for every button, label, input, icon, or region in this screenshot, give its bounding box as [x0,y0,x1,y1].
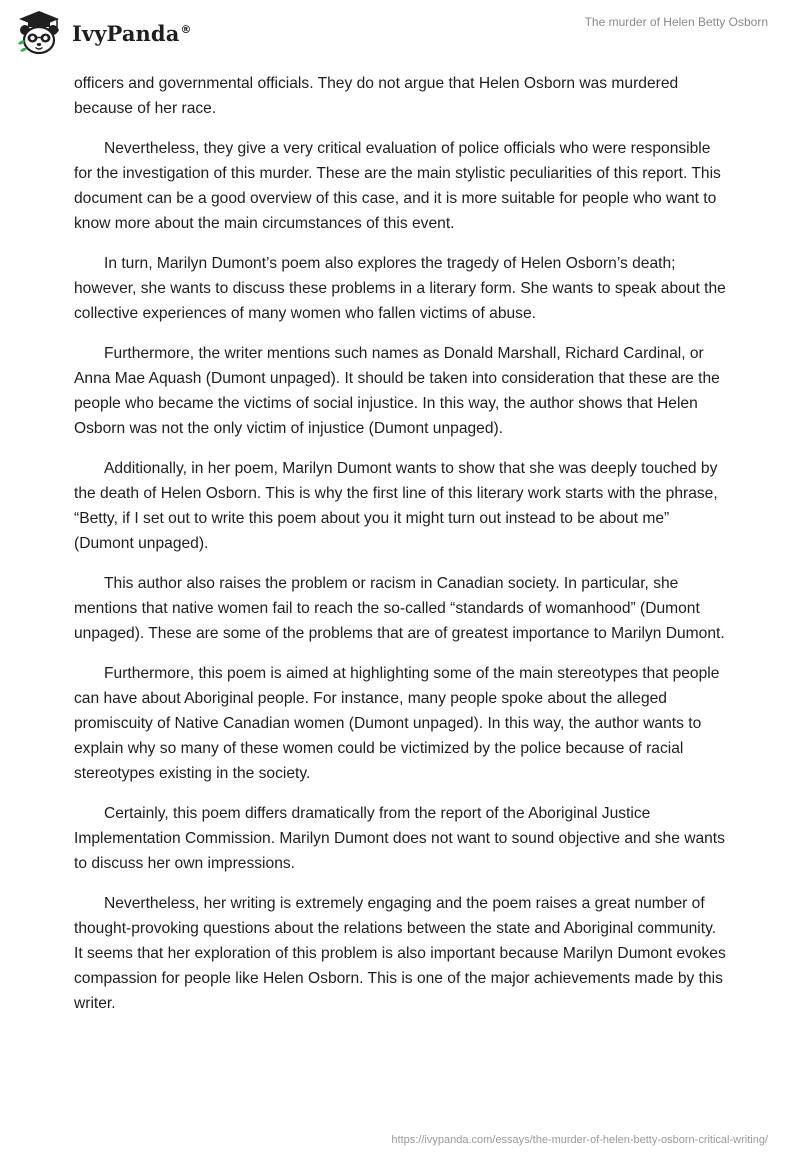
paragraph: Nevertheless, her writing is extremely engaging and the poem raises a great number of thought-provoking questions about the relations between the state and Aboriginal community. It seems that her exploration of this problem is also important because Marilyn Dumont evokes compassion for people like Helen Osborn. This is one of the major achievements made by this writer. [74,895,726,1012]
paragraph: In turn, Marilyn Dumont’s poem also explores the tragedy of Helen Osborn’s death; however, she wants to discuss these problems in a literary form. She wants to speak about the collective experiences of many women who fallen victims of abuse. [74,255,726,322]
brand-name-text: IvyPanda [72,20,180,46]
paragraph: Additionally, in her poem, Marilyn Dumont wants to show that she was deeply touched by the death of Helen Osborn. This is why the first line of this literary work starts with the phrase, “Betty, if I set out to write this poem about you it might turn out instead to be about me” (Dumont unpaged). [74,460,718,552]
document-title: The murder of Helen Betty Osborn [584,15,768,29]
paragraph: Furthermore, this poem is aimed at highlighting some of the main stereotypes that people can have about Aboriginal people. For instance, many people spoke about the alleged promiscuity of Native Canadian women (Dumont unpaged). In this way, the author wants to explain why so many of these women could be victimized by the police because of racial stereotypes existing in the society. [74,665,720,782]
paragraph: Certainly, this poem differs dramatically from the report of the Aboriginal Justice Implementation Commission. Marilyn Dumont does not want to sound objective and she wants to discuss her own impressions. [74,805,725,872]
paragraph: This author also raises the problem or racism in Canadian society. In particular, she mentions that native women fail to reach the so-called “standards of womanhood” (Dumont unpaged). These are some of the problems that are of greatest importance to Marilyn Dumont. [74,575,725,642]
brand-name [72,21,192,46]
paragraph: Nevertheless, they give a very critical evaluation of police officials who were responsible for the investigation of this murder. These are the main stylistic peculiarities of this report. This document can be a good overview of this case, and it is more suitable for people who want to know more about the main circumstances of this event. [74,140,721,232]
paragraph: Furthermore, the writer mentions such names as Donald Marshall, Richard Cardinal, or Anna Mae Aquash (Dumont unpaged). It should be taken into consideration that these are the people who became the victims of social injustice. In this way, the author shows that Helen Osborn was not the only victim of injustice (Dumont unpaged). [74,345,720,437]
essay-body [74,71,726,1031]
paragraph: officers and governmental officials. They do not argue that Helen Osborn was murdered because of her race. [74,75,679,117]
panda-graduate-icon [14,8,64,58]
page-header [0,0,800,70]
source-url[interactable]: https://ivypanda.com/essays/the-murder-of-helen-betty-osborn-critical-writing/ [391,1134,768,1146]
brand-logo[interactable] [14,8,192,58]
registered-mark: ® [180,22,192,36]
